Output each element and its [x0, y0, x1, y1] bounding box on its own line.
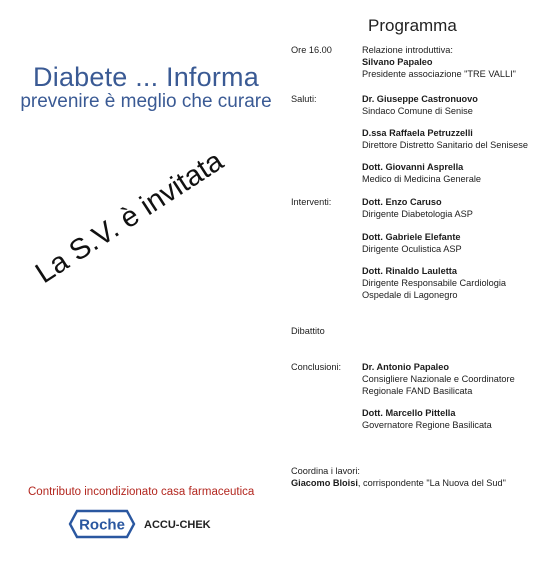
product-name: ACCU-CHEK [144, 519, 211, 531]
roche-hexagon-icon [68, 509, 136, 539]
roche-logo-text: Roche [79, 516, 125, 534]
coordina-label: Coordina i lavori: [291, 466, 360, 476]
speaker-name: Dr. Antonio Papaleo [362, 362, 449, 372]
speaker-name: Dott. Enzo Caruso [362, 197, 442, 207]
coordinator-line [291, 477, 506, 489]
speaker-title: Direttore Distretto Sanitario del Senisese [362, 140, 528, 150]
speaker-title: Consigliere Nazionale e Coordinatore [362, 374, 515, 384]
intro-role: Relazione introduttiva: [362, 45, 453, 55]
contribution-note: Contributo incondizionato casa farmaceutica [28, 486, 255, 498]
speaker-title: Dirigente Oculistica ASP [362, 244, 462, 254]
speaker-name: Dott. Giovanni Asprella [362, 162, 464, 172]
speaker-title: Medico di Medicina Generale [362, 174, 481, 184]
speaker-name: D.ssa Raffaela Petruzzelli [362, 128, 473, 138]
speaker-name: Dott. Gabriele Elefante [362, 232, 461, 242]
intro-speaker-name: Silvano Papaleo [362, 57, 433, 67]
time-label: Ore 16.00 [291, 45, 332, 55]
interventi-label: Interventi: [291, 197, 332, 207]
speaker-title: Ospedale di Lagonegro [362, 290, 458, 300]
speaker-title: Regionale FAND Basilicata [362, 386, 473, 396]
speaker-title: Sindaco Comune di Senise [362, 106, 473, 116]
speaker-name: Dott. Marcello Pittella [362, 408, 456, 418]
speaker-title: Dirigente Diabetologia ASP [362, 209, 473, 219]
speaker-title: Dirigente Responsabile Cardiologia [362, 278, 507, 288]
coordinator-name: Giacomo Bloisi [291, 478, 358, 488]
coordinator-title: , corrispondente "La Nuova del Sud" [357, 478, 506, 488]
speaker-title: Governatore Regione Basilicata [362, 420, 492, 430]
speaker-name: Dott. Rinaldo Lauletta [362, 266, 457, 276]
intro-speaker-title: Presidente associazione "TRE VALLI" [362, 69, 516, 79]
invitation-text: La S.V. è invitata [30, 145, 230, 290]
invitation-subtitle: prevenire è meglio che curare [20, 91, 272, 112]
invitation-title: Diabete ... Informa [33, 62, 259, 92]
dibattito-label: Dibattito [291, 326, 325, 336]
speaker-name: Dr. Giuseppe Castronuovo [362, 94, 478, 104]
roche-logo [68, 509, 136, 539]
program-title: Programma [368, 16, 457, 35]
saluti-label: Saluti: [291, 94, 317, 104]
conclusioni-label: Conclusioni: [291, 362, 342, 372]
